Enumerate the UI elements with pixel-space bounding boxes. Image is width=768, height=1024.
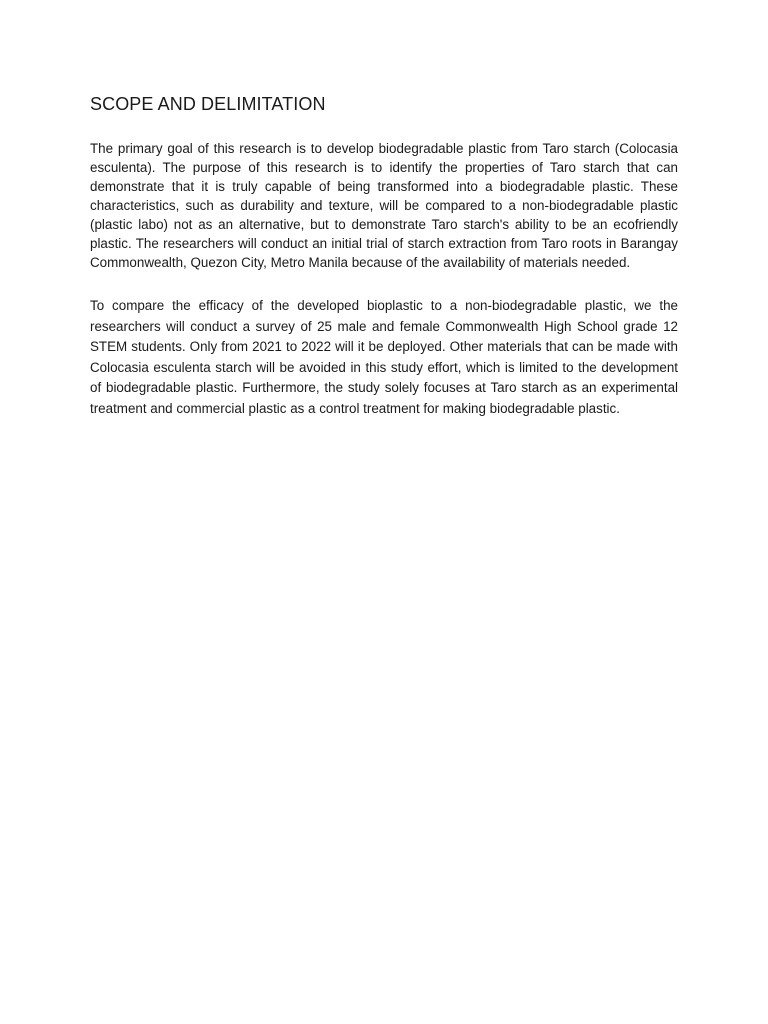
section-title: SCOPE AND DELIMITATION	[90, 94, 326, 114]
document-content	[90, 94, 678, 444]
paragraph-delimitation: To compare the efficacy of the developed bioplastic to a non-biodegradable plastic, we the researchers will conduct a survey of 25 male and female Commonwealth High School grade 12 STEM students. Only from 2021 to 2022 will it be deployed. Other materials that can be made with Colocasia esculenta starch will be avoided in this study effort, which is limited to the development of biodegradable plastic. Furthermore, the study solely focuses at Taro starch as an experimental treatment and commercial plastic as a control treatment for making biodegradable plastic.	[90, 298, 678, 416]
paragraph-scope: The primary goal of this research is to develop biodegradable plastic from Taro starch (Colocasia esculenta). The purpose of this research is to identify the properties of Taro starch that can demonstrate that it is truly capable of being transformed into a biodegradable plastic. These characteristics, such as durability and texture, will be compared to a non-biodegradable plastic (plastic labo) not as an alternative, but to demonstrate Taro starch's ability to be an ecofriendly plastic. The researchers will conduct an initial trial of starch extraction from Taro roots in Barangay Commonwealth, Quezon City, Metro Manila because of the availability of materials needed.	[90, 141, 678, 270]
